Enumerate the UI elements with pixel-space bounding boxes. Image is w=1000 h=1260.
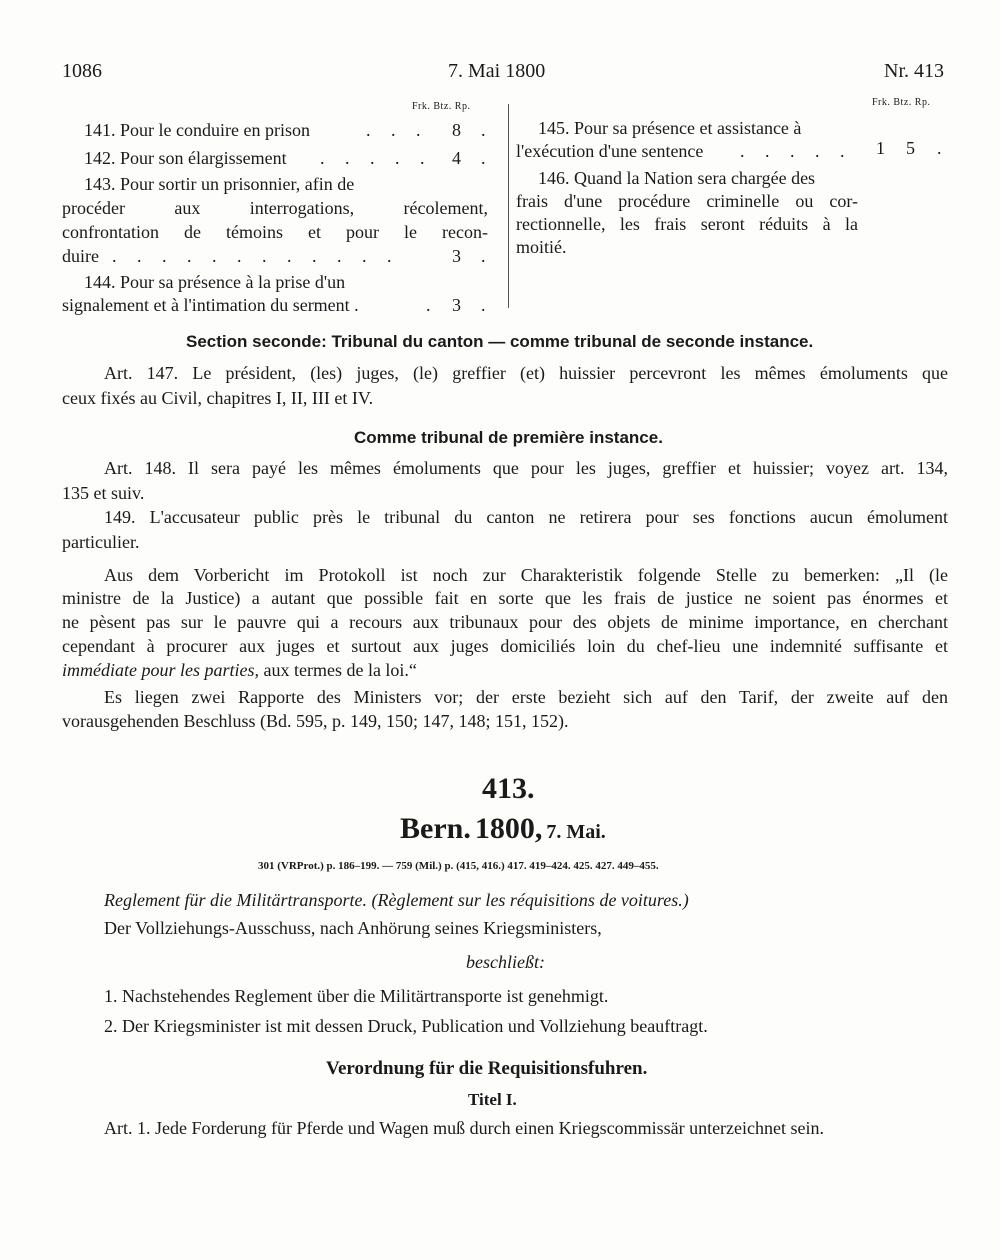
document-year: 1800, — [474, 812, 543, 845]
document-number: 413. — [482, 772, 535, 805]
document-title: Reglement für die Militärtransporte. (Règlement sur les réquisitions de voitures.) — [104, 890, 689, 910]
item-146-line3: rectionnelle, les frais seront réduits à la — [516, 214, 858, 234]
document-number-header: Nr. 413 — [884, 60, 944, 82]
document-point-1: 1. Nachstehendes Reglement über die Militärtransporte ist genehmigt. — [104, 986, 609, 1006]
item-143-line2: procéder aux interrogations, récolement, — [62, 198, 488, 218]
art-147-line2: ceux fixés au Civil, chapitres I, II, III et IV. — [62, 388, 374, 408]
section-heading: Section seconde: Tribunal du canton — comme tribunal de seconde instance. — [186, 332, 814, 351]
leader-dots: . — [481, 148, 486, 168]
subsection-heading: Comme tribunal de première instance. — [354, 428, 663, 447]
page-date: 7. Mai 1800 — [448, 60, 546, 82]
item-142-value: 4 — [452, 148, 461, 168]
item-141-text: 141. Pour le conduire en prison — [84, 120, 310, 140]
right-units-header: Frk. Btz. Rp. — [872, 97, 931, 108]
leader-dots: . — [481, 120, 486, 140]
leader-dots: . . . . . — [320, 148, 433, 168]
leader-dots: . — [426, 295, 431, 315]
column-divider — [508, 104, 509, 308]
vorbericht-line1: Aus dem Vorbericht im Protokoll ist noch zur Charakteristik folgende Stelle zu bemerken: „Il (le — [104, 565, 948, 585]
page-number: 1086 — [62, 60, 102, 82]
document-point-2: 2. Der Kriegsminister ist mit dessen Druck, Publication und Vollziehung beauftragt. — [104, 1016, 708, 1036]
item-143-line4: duire — [62, 246, 99, 266]
document-resolves: beschließt: — [466, 952, 545, 972]
item-146-line1: 146. Quand la Nation sera chargée des — [538, 168, 816, 188]
item-144-line2: signalement et à l'intimation du serment . — [62, 295, 359, 315]
vorbericht-line5-rest: aux termes de la loi.“ — [258, 660, 417, 680]
art-149-line1: 149. L'accusateur public près le tribunal du canton ne retirera pour ses fonctions aucun émolument — [104, 507, 948, 527]
document-dateline — [400, 812, 606, 846]
vorbericht-line2: ministre de la Justice) a autant que possible fait en sorte que les frais de justice ne soient pas énormes et — [62, 588, 948, 608]
vorbericht-line3: ne pèsent pas sur le pauvre qui a recours aux tribunaux pour des objets de minime importance, en cherchant — [62, 612, 948, 632]
item-145-line2: l'exécution d'une sentence — [516, 141, 704, 161]
item-145-frk: 1 — [876, 138, 885, 158]
leader-dots: . — [481, 246, 486, 266]
vorbericht-line4: cependant à procurer aux juges et surtout aux juges domiciliés loin du chef-lieu une indemnité suffisante et — [62, 636, 948, 656]
vorbericht-italic-phrase: immédiate pour les parties, — [62, 660, 259, 680]
vorbericht-line5 — [62, 658, 417, 682]
item-141-value: 8 — [452, 120, 461, 140]
item-146-line4: moitié. — [516, 237, 567, 257]
rapporte-line2: vorausgehenden Beschluss (Bd. 595, p. 149, 150; 147, 148; 151, 152). — [62, 711, 569, 731]
item-143-value: 3 — [452, 246, 461, 266]
item-143-line1: 143. Pour sortir un prisonnier, afin de — [84, 174, 355, 194]
ordinance-heading: Verordnung für die Requisitionsfuhren. — [326, 1058, 648, 1079]
item-143-line3: confrontation de témoins et pour le recon- — [62, 222, 488, 242]
leader-dots: . . . . . — [740, 141, 853, 161]
art-148-line2: 135 et suiv. — [62, 483, 145, 503]
left-units-header: Frk. Btz. Rp. — [412, 101, 471, 112]
art-147-line1: Art. 147. Le président, (les) juges, (le) greffier (et) huissier percevront les mêmes émoluments que — [104, 363, 948, 383]
item-146-line2: frais d'une procédure criminelle ou cor- — [516, 191, 858, 211]
leader-dots: . . . — [366, 120, 429, 140]
item-144-value: 3 — [452, 295, 461, 315]
leader-dots: . — [481, 295, 486, 315]
document-day: 7. Mai. — [546, 821, 606, 843]
document-place: Bern. — [400, 812, 471, 845]
rapporte-line1: Es liegen zwei Rapporte des Ministers vor; der erste bezieht sich auf den Tarif, der zweite auf den — [104, 687, 948, 707]
item-145-btz: 5 — [906, 138, 915, 158]
leader-dots: . — [937, 138, 942, 158]
item-144-line1: 144. Pour sa présence à la prise d'un — [84, 272, 346, 292]
article-1: Art. 1. Jede Forderung für Pferde und Wagen muß durch einen Kriegscommissär unterzeichnet sein. — [104, 1118, 825, 1138]
titel-heading: Titel I. — [468, 1090, 517, 1109]
leader-dots: . . . . . . . . . . . . — [112, 246, 400, 266]
item-142-text: 142. Pour son élargissement — [84, 148, 287, 168]
item-145-line1: 145. Pour sa présence et assistance à — [538, 118, 802, 138]
art-149-line2: particulier. — [62, 532, 140, 552]
document-references: 301 (VRProt.) p. 186–199. — 759 (Mil.) p. (415, 416.) 417. 419–424. 425. 427. 449–455. — [258, 860, 659, 872]
art-148-line1: Art. 148. Il sera payé les mêmes émoluments que pour les juges, greffier et huissier; voyez art. 134, — [104, 458, 948, 478]
document-intro: Der Vollziehungs-Ausschuss, nach Anhörung seines Kriegsministers, — [104, 918, 602, 938]
